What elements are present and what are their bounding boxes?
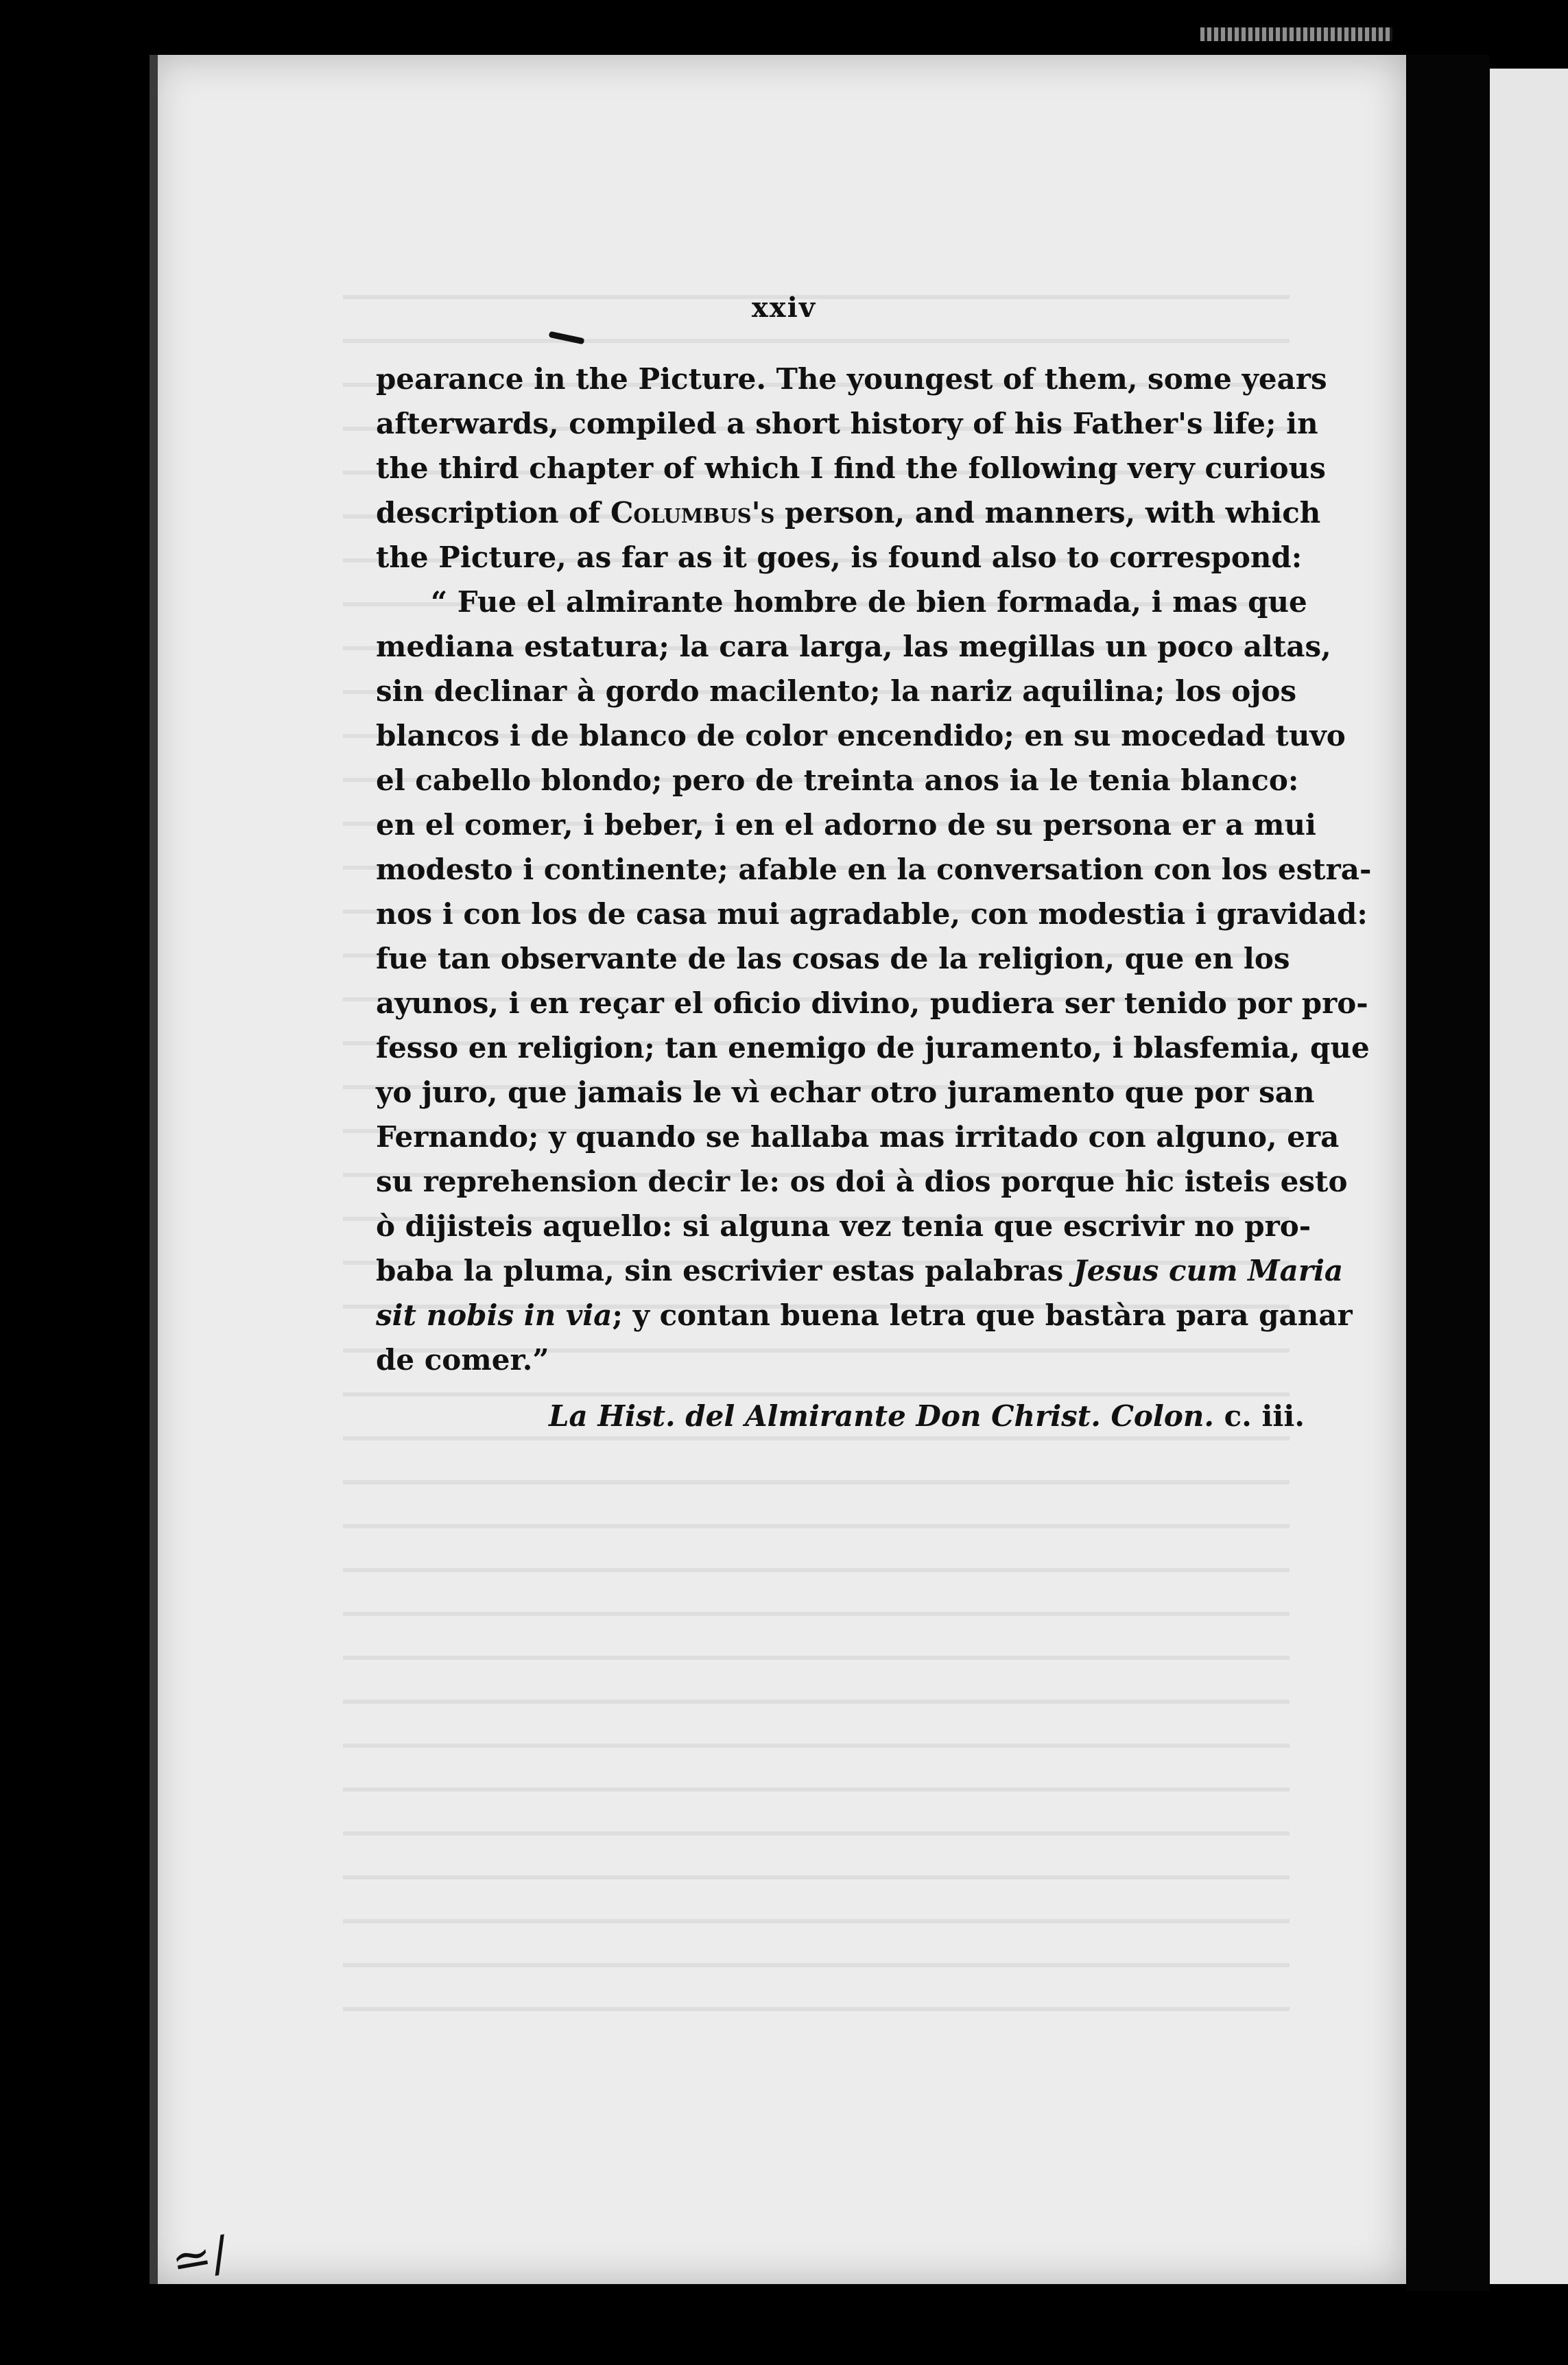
page-number: xxiv [751, 292, 817, 324]
text-line: fue tan observante de las cosas de la religion, que en los [376, 942, 1290, 975]
source-citation [549, 1399, 1305, 1433]
text-line: ò dijisteis aquello: si alguna vez tenia que escrivir no pro- [376, 1209, 1311, 1243]
facing-page-edge [1490, 69, 1568, 2284]
text-line: su reprehension decir le: os doi à dios porque hic isteis esto [376, 1165, 1348, 1198]
text-line: ayunos, i en reçar el oficio divino, pudiera ser tenido por pro- [376, 986, 1368, 1020]
text-line: sin declinar à gordo macilento; la nariz aquilina; los ojos [376, 674, 1297, 708]
text-line [376, 1248, 1344, 1293]
citation-title: La Hist. del Almirante Don Christ. Colon. [549, 1399, 1215, 1433]
text-line: mediana estatura; la cara larga, las megillas un poco altas, [376, 630, 1331, 663]
text-line [376, 1293, 1353, 1338]
text-line-head: baba la pluma, sin escrivier estas palabras [376, 1254, 1073, 1287]
text-line: afterwards, compiled a short history of his Father's life; in [376, 407, 1318, 440]
text-line [376, 490, 1321, 535]
page-edge [150, 55, 158, 2284]
text-line-tail: person, and manners, with which [774, 496, 1321, 530]
archive-stamp [1200, 27, 1392, 41]
text-line: modesto i continente; afable en la conversation con los estra- [376, 853, 1372, 886]
text-line: nos i con los de casa mui agradable, con modestia i gravidad: [376, 897, 1368, 931]
text-line: en el comer, i beber, i en el adorno de su persona er a mui [376, 808, 1316, 842]
text-line-tail: ; y contan buena letra que bastàra para ganar [612, 1298, 1353, 1332]
page-gutter [1406, 55, 1490, 2291]
italic-phrase: Jesus cum Maria [1073, 1254, 1344, 1287]
quote-end-line: de comer.” [376, 1343, 549, 1377]
text-line: el cabello blondo; pero de treinta anos ia le tenia blanco: [376, 763, 1299, 797]
text-line: pearance in the Picture. The youngest of them, some years [376, 362, 1327, 396]
text-line: Fernando; y quando se hallaba mas irritado con alguno, era [376, 1120, 1340, 1154]
text-line-head: description of [376, 496, 610, 530]
text-line: fesso en religion; tan enemigo de juramento, i blasfemia, que [376, 1031, 1370, 1065]
text-line: blancos i de blanco de color encendido; en su mocedad tuvo [376, 719, 1346, 752]
quote-start-line: “ Fue el almirante hombre de bien formada, i mas que [431, 585, 1307, 619]
columbus-smallcaps: Columbus's [610, 496, 775, 530]
body-text [376, 357, 1372, 1382]
text-line: yo juro, que jamais le vì echar otro juramento que por san [376, 1075, 1315, 1109]
citation-chapter: c. iii. [1214, 1399, 1305, 1433]
handwritten-corner-mark: ≃/ [167, 2224, 233, 2290]
italic-phrase: sit nobis in via [376, 1298, 613, 1332]
text-line: the third chapter of which I find the following very curious [376, 451, 1326, 485]
text-line: the Picture, as far as it goes, is found also to correspond: [376, 540, 1303, 574]
